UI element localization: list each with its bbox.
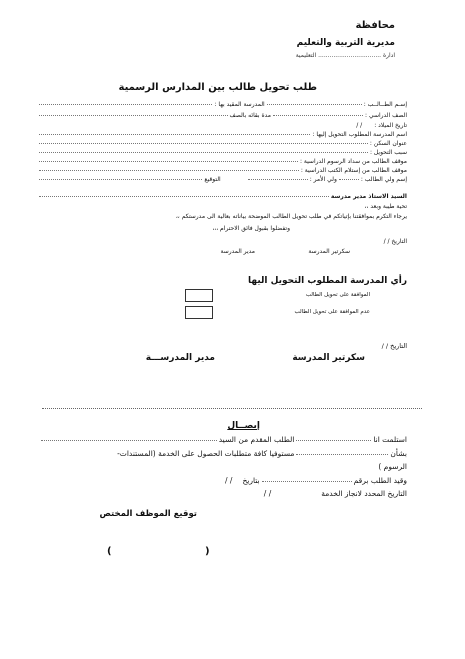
reason-label: سبب التحويل : bbox=[369, 149, 407, 156]
guardian-label: إسم ولي الطالب : bbox=[360, 176, 407, 183]
governorate-label: محافظة bbox=[355, 20, 395, 31]
letter-to-row bbox=[37, 193, 407, 200]
current-school-field[interactable] bbox=[39, 104, 212, 105]
birth-date-slashes[interactable]: / / bbox=[356, 122, 363, 129]
reason-row bbox=[37, 149, 407, 156]
page-title: طلب تحويل طالب بين المدارس الرسمية bbox=[118, 82, 317, 93]
receipt-number-field[interactable] bbox=[262, 481, 352, 482]
directorate-label: مديرية التربية والتعليم bbox=[296, 38, 395, 48]
receipt-signature-paren-close: ) bbox=[107, 546, 112, 557]
reject-label: عدم الموافقة على تحويل الطالب bbox=[294, 309, 370, 315]
receipt-date-slashes[interactable]: / / bbox=[225, 476, 233, 485]
birth-date-row bbox=[37, 122, 407, 129]
receipt-signature-paren-open: ( bbox=[205, 546, 210, 557]
books-label: موقف الطالب من إستلام الكتب الدراسية : bbox=[300, 167, 407, 174]
grade-label: الصف الدراسي : bbox=[365, 112, 407, 119]
fees-field[interactable] bbox=[39, 161, 298, 162]
books-field[interactable] bbox=[39, 170, 299, 171]
section-divider bbox=[42, 408, 422, 409]
guardian-signature-field[interactable] bbox=[39, 179, 202, 180]
birth-date-label: تاريخ الميلاد : bbox=[374, 122, 407, 129]
receipt-fees-text: الرسوم ) bbox=[378, 462, 407, 471]
student-name-row bbox=[37, 101, 407, 108]
receipt-number-label: وقيد الطلب برقم bbox=[353, 476, 407, 485]
guardian-signature-label: التوقيع bbox=[204, 176, 221, 183]
reject-checkbox[interactable] bbox=[185, 306, 213, 319]
receiving-date: التاريخ / / bbox=[381, 342, 407, 350]
fees-label: موقف الطالب من سداد الرسوم الدراسية : bbox=[299, 158, 407, 165]
receipt-heading: إيصــال bbox=[227, 421, 260, 431]
receipt-line-2 bbox=[39, 449, 407, 458]
receipt-requirements-text: مستوفيا كافة متطلبات الحصول على الخدمة (المستندات- bbox=[117, 449, 295, 458]
letter-to-field[interactable] bbox=[39, 196, 329, 197]
guardian-row bbox=[37, 176, 407, 183]
letter-to-label: السيد الاستاذ مدير مدرسة bbox=[330, 193, 407, 200]
target-school-label: اسم المدرسة المطلوب التحويل إليها : bbox=[312, 131, 407, 138]
receipt-subject-field[interactable] bbox=[296, 454, 388, 455]
approve-checkbox[interactable] bbox=[185, 289, 213, 302]
grade-duration-field[interactable] bbox=[39, 115, 228, 116]
receipt-subject-label: بشأن bbox=[390, 449, 407, 458]
receipt-applicant-label: الطلب المقدم من السيد bbox=[218, 435, 295, 444]
receiving-secretary: سكرتير المدرسة bbox=[292, 353, 365, 363]
letter-closing: وتفضلوا بقبول فائق الاحترام ،،، bbox=[212, 225, 290, 232]
guardian-relation-label: ولي الأمر : bbox=[309, 176, 337, 183]
grade-row bbox=[37, 112, 407, 119]
approve-label: الموافقة على تحويل الطالب bbox=[305, 292, 370, 298]
address-row bbox=[37, 140, 407, 147]
department-label: ادارة ................................. التعليمية bbox=[295, 52, 395, 59]
letter-principal: مدير المدرسة bbox=[220, 248, 255, 255]
address-field[interactable] bbox=[39, 143, 368, 144]
receipt-deadline-label: التاريخ المحدد لانجاز الخدمة bbox=[321, 489, 407, 498]
target-school-field[interactable] bbox=[39, 134, 310, 135]
student-name-field[interactable] bbox=[267, 104, 362, 105]
guardian-relation-field[interactable] bbox=[248, 179, 308, 180]
receipt-signature-label: توقيع الموظف المختص bbox=[99, 509, 197, 519]
receipt-date-label: بتاريخ bbox=[242, 476, 260, 485]
student-name-label: إسـم الطــالــب : bbox=[363, 101, 407, 108]
letter-body: يرجاء التكرم بموافقتنا بإتياتكم في طلب تحويل الطالب الموضحة بياناته بعالية الى مدرستكم ،، bbox=[175, 213, 407, 220]
receipt-deadline-slashes[interactable]: / / bbox=[263, 489, 272, 498]
receipt-received-field[interactable] bbox=[296, 440, 371, 441]
guardian-field[interactable] bbox=[339, 179, 359, 180]
address-label: عنوان السكن : bbox=[369, 140, 407, 147]
receipt-line-5 bbox=[39, 489, 407, 498]
receipt-line-4 bbox=[39, 476, 407, 485]
fees-row bbox=[37, 158, 407, 165]
receipt-received-label: استلمت انا bbox=[373, 435, 407, 444]
target-school-row bbox=[37, 131, 407, 138]
letter-greeting: تحية طيبة وبعد ،، bbox=[364, 203, 407, 210]
receiving-school-heading: رأي المدرسة المطلوب التحويل اليها bbox=[248, 276, 407, 286]
receipt-line-1 bbox=[39, 435, 407, 444]
receiving-principal: مدير المدرســـة bbox=[145, 353, 215, 363]
reason-field[interactable] bbox=[39, 152, 368, 153]
current-school-label: المدرسة المقيد بها : bbox=[214, 101, 265, 108]
letter-date: التاريخ / / bbox=[383, 238, 407, 245]
grade-field[interactable] bbox=[273, 115, 363, 116]
grade-duration-label: مدة بقائه بالصف bbox=[229, 112, 272, 119]
letter-secretary: سكرتير المدرسة bbox=[308, 248, 350, 255]
books-row bbox=[37, 167, 407, 174]
receipt-applicant-field[interactable] bbox=[41, 440, 217, 441]
